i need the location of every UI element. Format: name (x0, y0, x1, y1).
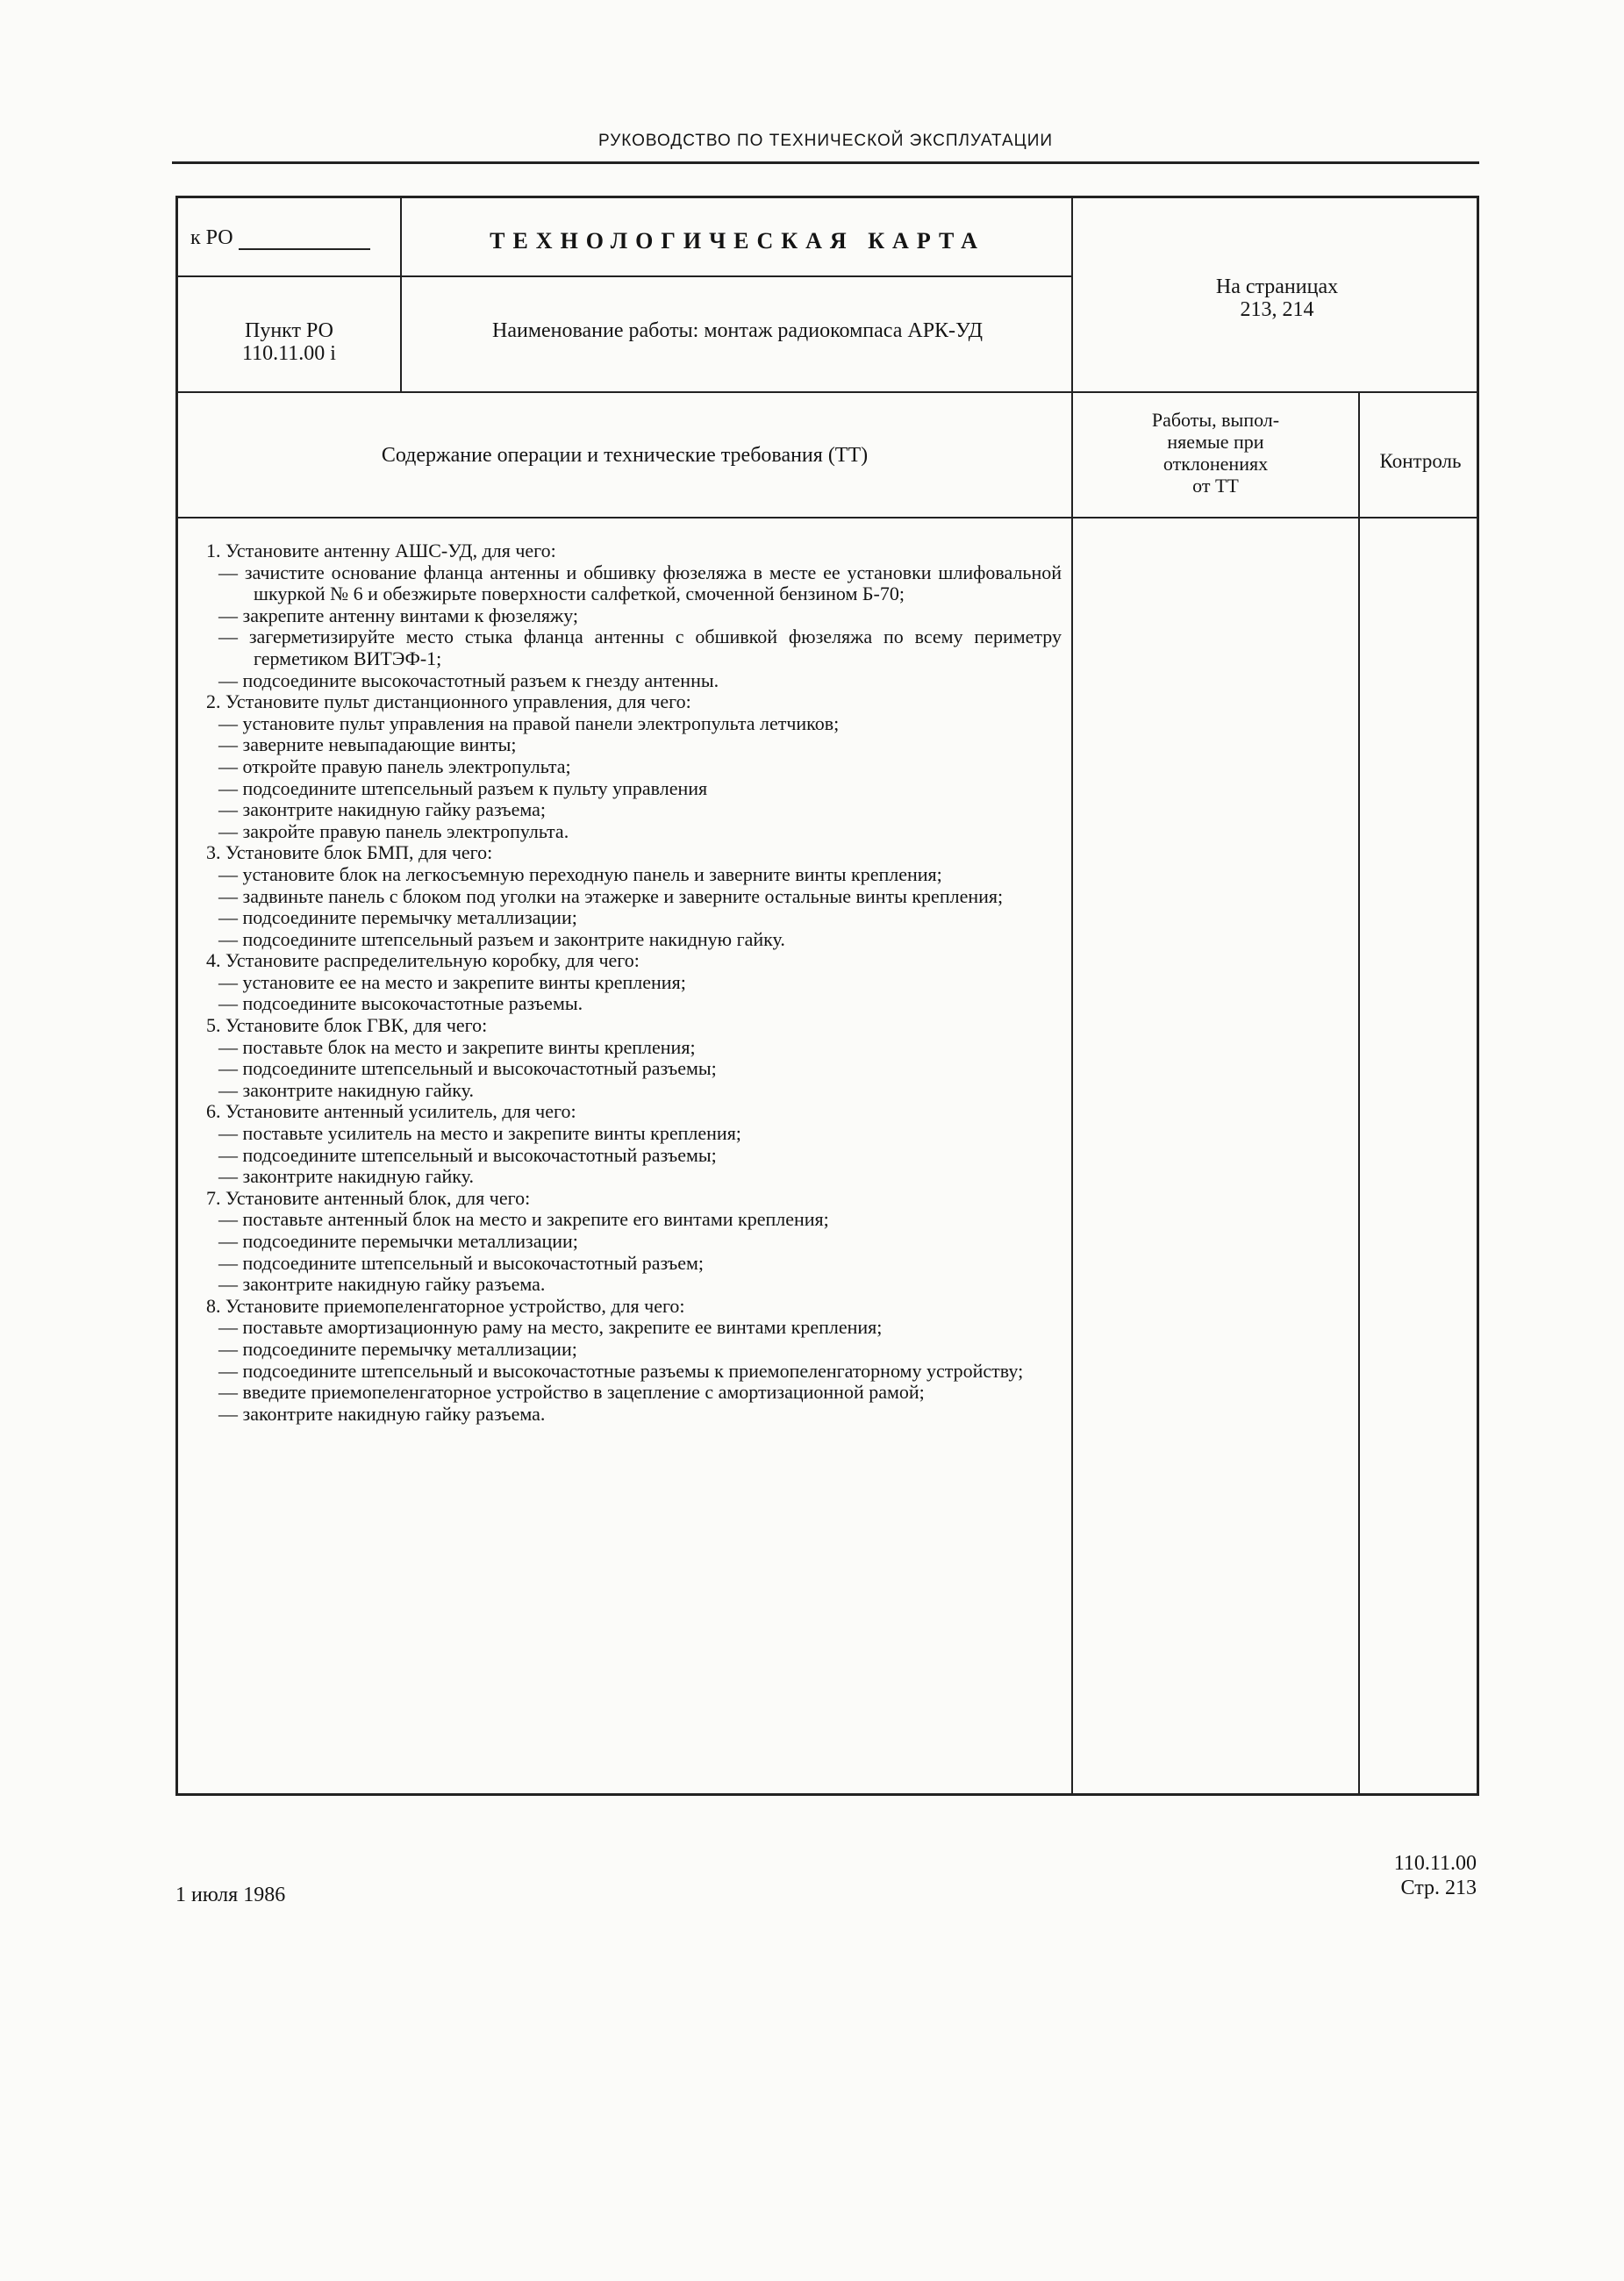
column-header-content: Содержание операции и технические требования (ТТ) (381, 444, 869, 467)
operation-item: — подсоедините высокочастотный разъем к гнезду антенны. (218, 669, 719, 691)
operation-step (197, 950, 1062, 1015)
operation-item: — закройте правую панель электропульта. (218, 819, 569, 842)
work-name: Наименование работы: монтаж радиокомпаса АРК-УД (492, 319, 983, 342)
operation-item: — подсоедините штепсельный и высокочастотный разъемы; (218, 1143, 717, 1166)
column-header-line: няемые при (1167, 431, 1264, 453)
column-header-line: отклонениях (1163, 453, 1269, 475)
column-header-line: от ТТ (1192, 475, 1239, 497)
operation-item: — законтрите накидную гайку разъема. (218, 1402, 546, 1425)
operation-step (197, 1188, 1062, 1296)
running-head: РУКОВОДСТВО ПО ТЕХНИЧЕСКОЙ ЭКСПЛУАТАЦИИ (597, 132, 1054, 150)
operation-item: — законтрите накидную гайку разъема; (218, 798, 547, 821)
operation-item: — введите приемопеленгаторное устройство в зацепление с амортизационной рамой; (218, 1381, 925, 1404)
operation-item: — подсоедините перемычку металлизации; (218, 1337, 577, 1360)
ro-reference-label: к РО (190, 226, 233, 249)
operation-item: — подсоедините перемычки металлизации; (218, 1230, 578, 1252)
technology-card (175, 196, 1479, 1796)
column-header-control: Контроль (1379, 450, 1462, 472)
document-number: 110.11.00 (1393, 1852, 1477, 1875)
operation-step-title: 6. Установите антенный усилитель, для чего: (206, 1100, 576, 1123)
operation-item: — подсоедините высокочастотные разъемы. (218, 992, 583, 1015)
operation-item: — откройте правую панель электропульта; (218, 754, 571, 777)
card-title: ТЕХНОЛОГИЧЕСКАЯ КАРТА (490, 228, 985, 254)
operation-item: — подсоедините штепсельный разъем к пульту управления (218, 776, 708, 799)
operation-step (197, 1101, 1062, 1187)
column-header-deviation (1073, 409, 1358, 497)
operation-step-title: 7. Установите антенный блок, для чего: (206, 1186, 531, 1209)
operation-item: — законтрите накидную гайку. (218, 1078, 474, 1101)
operation-item: — загерметизируйте место стыка фланца антенны с обшивкой фюзеляжа по всему периметру герметиком ВИТЭФ-1; (218, 626, 1062, 669)
operation-step-title: 4. Установите распределительную коробку, для чего: (206, 949, 640, 972)
operation-step-title: 1. Установите антенну АШС-УД, для чего: (206, 540, 556, 561)
page-number: Стр. 213 (1400, 1877, 1477, 1899)
operation-step (197, 691, 1062, 842)
operation-item: — подсоедините штепсельный и высокочастотный разъемы; (218, 1057, 717, 1080)
ro-item-label: Пункт РО (245, 319, 333, 342)
operation-step (197, 540, 1062, 691)
divider (178, 275, 1071, 277)
operation-item: — зачистите основание фланца антенны и обшивку фюзеляжа в месте ее установки шлифовальной шкуркой № 6 и обезжирьте поверхности салфеткой, смоченной бензином Б-70; (218, 561, 1062, 605)
ro-item-value: 110.11.00 і (242, 342, 336, 365)
operation-item: — установите пульт управления на правой панели электропульта летчиков; (218, 711, 840, 734)
operation-item: — поставьте амортизационную раму на место, закрепите ее винтами крепления; (218, 1316, 883, 1339)
operation-item: — законтрите накидную гайку разъема. (218, 1273, 546, 1296)
operation-step-title: 2. Установите пульт дистанционного управления, для чего: (206, 690, 691, 713)
operation-item: — установите ее на место и закрепите винты крепления; (218, 970, 686, 993)
operation-step-title: 3. Установите блок БМП, для чего: (206, 841, 493, 864)
divider (400, 198, 402, 391)
header-rule (172, 161, 1479, 164)
footer-date: 1 июля 1986 (175, 1884, 286, 1906)
operation-step (197, 1296, 1062, 1426)
operation-item: — подсоедините перемычку металлизации; (218, 906, 577, 929)
divider (178, 391, 1477, 393)
divider (178, 517, 1477, 518)
operation-item: — поставьте усилитель на место и закрепите винты крепления; (218, 1122, 741, 1145)
operation-item: — подсоедините штепсельный разъем и законтрите накидную гайку. (218, 927, 785, 950)
pages-value: 213, 214 (1240, 298, 1314, 321)
footer-page-info (1394, 1851, 1477, 1900)
column-header-line: Работы, выпол- (1151, 409, 1280, 431)
operation-item: — заверните невыпадающие винты; (218, 733, 517, 756)
operation-item: — закрепите антенну винтами к фюзеляжу; (218, 604, 579, 626)
operation-item: — подсоедините штепсельный и высокочастотный разъем; (218, 1251, 704, 1274)
operation-step (197, 1015, 1062, 1101)
ro-item (178, 319, 400, 365)
operation-item: — установите блок на легкосъемную переходную панель и заверните винты крепления; (218, 862, 942, 885)
ro-reference (190, 226, 370, 250)
operation-item: — законтрите накидную гайку. (218, 1165, 474, 1188)
operation-item: — подсоедините штепсельный и высокочастотные разъемы к приемопеленгаторному устройству; (218, 1359, 1024, 1382)
operation-item: — поставьте блок на место и закрепите винты крепления; (218, 1035, 696, 1058)
operation-step-title: 5. Установите блок ГВК, для чего: (206, 1014, 488, 1037)
operation-step-title: 8. Установите приемопеленгаторное устройство, для чего: (206, 1294, 685, 1317)
operation-item: — поставьте антенный блок на место и закрепите его винтами крепления; (218, 1208, 829, 1231)
operations-list (197, 540, 1062, 1425)
operation-step (197, 842, 1062, 950)
ro-reference-blank (239, 232, 370, 250)
divider (1358, 391, 1360, 1793)
pages-info (1073, 275, 1481, 321)
operation-item: — задвиньте панель с блоком под уголки на этажерке и заверните остальные винты крепления; (218, 884, 1004, 907)
pages-label: На страницах (1215, 275, 1339, 298)
